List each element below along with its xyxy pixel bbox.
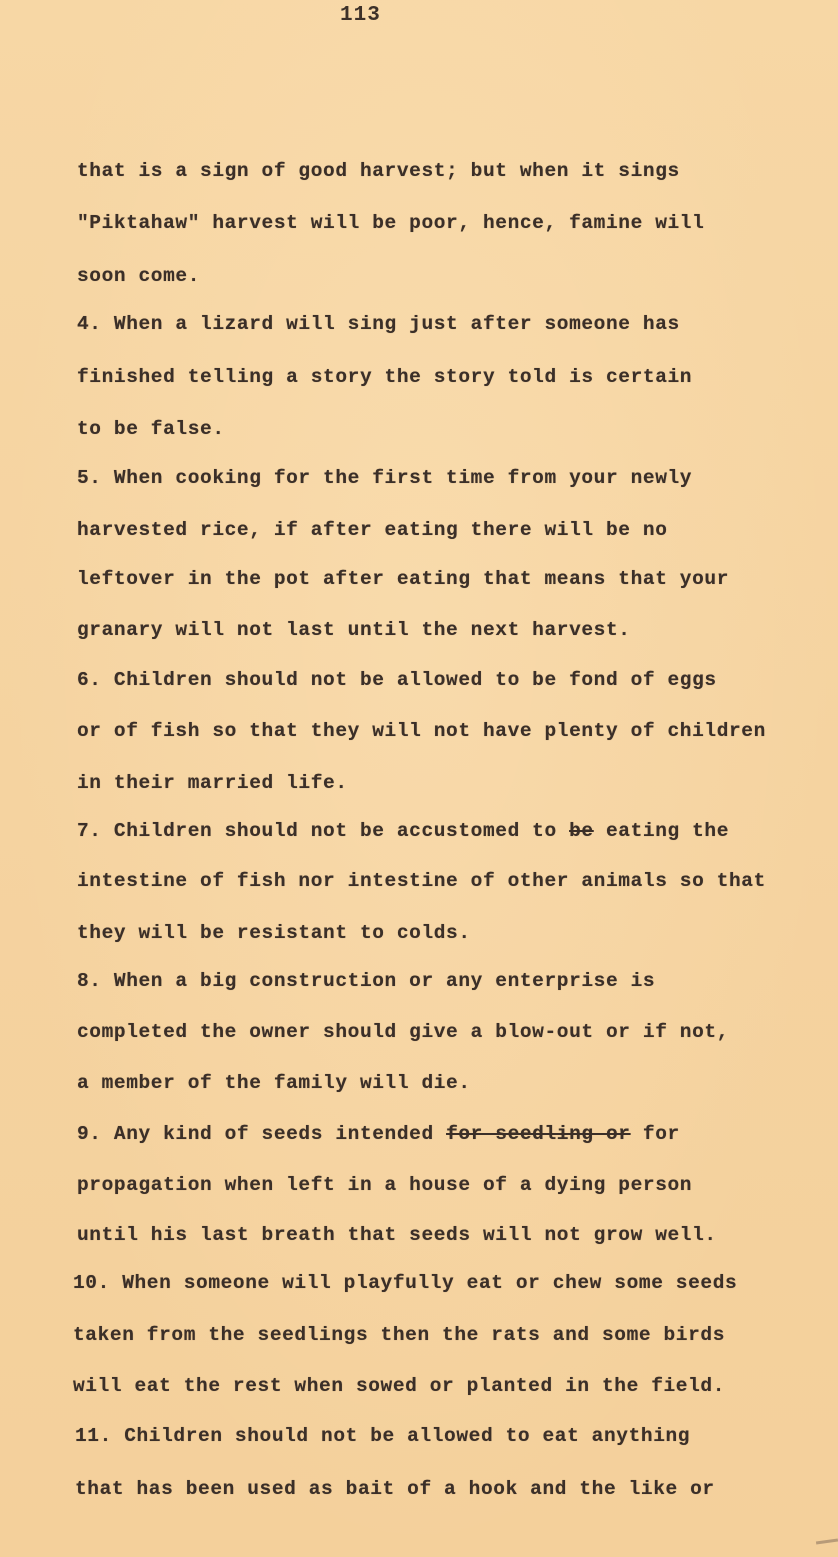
- text-line: a member of the family will die.: [77, 1072, 471, 1094]
- text-line: that has been used as bait of a hook and the like or: [75, 1478, 715, 1500]
- struck-word: be: [569, 820, 594, 842]
- text-segment: 9. Any kind of seeds intended: [77, 1123, 447, 1145]
- text-line: finished telling a story the story told is certain: [77, 366, 693, 388]
- text-line: they will be resistant to colds.: [77, 922, 471, 944]
- text-segment: for: [630, 1123, 680, 1145]
- text-line: that is a sign of good harvest; but when it sings: [77, 160, 680, 182]
- text-line: or of fish so that they will not have plenty of children: [77, 720, 766, 742]
- text-line: until his last breath that seeds will not grow well.: [77, 1224, 717, 1246]
- text-line: 5. When cooking for the first time from your newly: [77, 467, 693, 489]
- text-line: to be false.: [77, 418, 225, 440]
- paper-edge-mark: [816, 1538, 838, 1544]
- text-line: in their married life.: [77, 772, 348, 794]
- text-line: 4. When a lizard will sing just after someone has: [77, 313, 680, 335]
- text-line: soon come.: [77, 265, 201, 287]
- text-line: 6. Children should not be allowed to be fond of eggs: [77, 669, 717, 691]
- text-line: 10. When someone will playfully eat or chew some seeds: [73, 1272, 738, 1294]
- text-line: [77, 820, 729, 842]
- text-line: propagation when left in a house of a dying person: [77, 1174, 693, 1196]
- text-line: "Piktahaw" harvest will be poor, hence, famine will: [77, 212, 705, 234]
- text-line: leftover in the pot after eating that means that your: [77, 568, 730, 590]
- page-number: 113: [340, 4, 381, 27]
- struck-phrase: for seedling or: [446, 1123, 631, 1145]
- text-line: taken from the seedlings then the rats and some birds: [73, 1324, 726, 1346]
- text-line: harvested rice, if after eating there will be no: [77, 519, 668, 541]
- text-line: 11. Children should not be allowed to eat anything: [75, 1425, 691, 1447]
- text-line: granary will not last until the next harvest.: [77, 619, 631, 641]
- text-segment: 7. Children should not be accustomed to: [77, 820, 570, 842]
- text-line: [77, 1123, 680, 1145]
- text-line: completed the owner should give a blow-out or if not,: [77, 1021, 730, 1043]
- text-line: will eat the rest when sowed or planted in the field.: [73, 1375, 726, 1397]
- text-line: intestine of fish nor intestine of other animals so that: [77, 870, 766, 892]
- text-line: 8. When a big construction or any enterprise is: [77, 970, 656, 992]
- text-segment: eating the: [593, 820, 730, 842]
